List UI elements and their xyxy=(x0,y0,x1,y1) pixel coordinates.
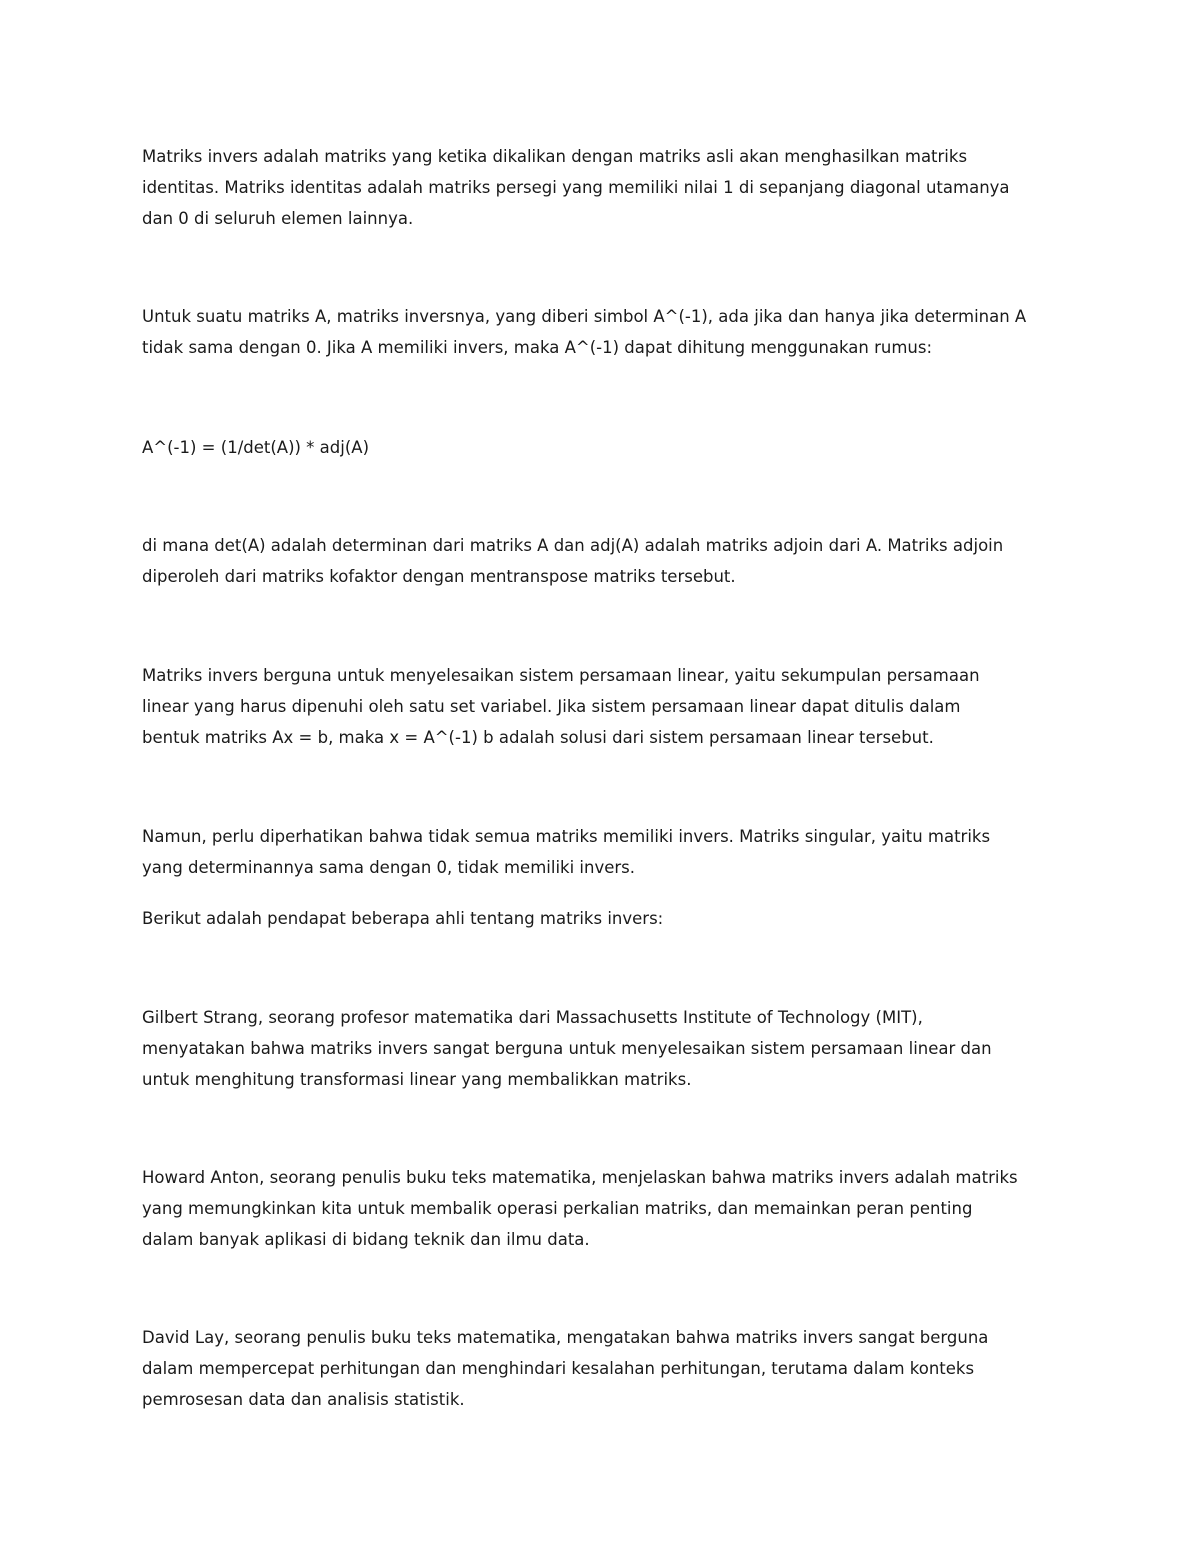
text-line: pemrosesan data dan analisis statistik. xyxy=(142,1390,465,1409)
paragraph-formula xyxy=(142,432,1072,463)
paragraph-singular xyxy=(142,821,1072,883)
text-line: Berikut adalah pendapat beberapa ahli tentang matriks invers: xyxy=(142,909,664,928)
text-line: Matriks invers adalah matriks yang ketika dikalikan dengan matriks asli akan menghasilkan matriks xyxy=(142,147,968,166)
paragraph-adjoint xyxy=(142,530,1072,592)
paragraph-definition xyxy=(142,141,1072,234)
text-line: di mana det(A) adalah determinan dari matriks A dan adj(A) adalah matriks adjoin dari A. Matriks adjoin xyxy=(142,536,1004,555)
text-line: Untuk suatu matriks A, matriks inversnya, yang diberi simbol A^(-1), ada jika dan hanya jika determinan A xyxy=(142,307,1027,326)
text-line: David Lay, seorang penulis buku teks matematika, mengatakan bahwa matriks invers sangat berguna xyxy=(142,1328,989,1347)
text-line: dalam mempercepat perhitungan dan menghindari kesalahan perhitungan, terutama dalam konteks xyxy=(142,1359,975,1378)
text-line: Howard Anton, seorang penulis buku teks matematika, menjelaskan bahwa matriks invers adalah matriks xyxy=(142,1168,1018,1187)
text-line: diperoleh dari matriks kofaktor dengan mentranspose matriks tersebut. xyxy=(142,567,736,586)
text-line: Gilbert Strang, seorang profesor matematika dari Massachusetts Institute of Technology (MIT), xyxy=(142,1008,923,1027)
paragraph-existence xyxy=(142,301,1072,363)
paragraph-experts-intro xyxy=(142,903,1072,934)
text-line: untuk menghitung transformasi linear yang membalikkan matriks. xyxy=(142,1070,692,1089)
text-line: Namun, perlu diperhatikan bahwa tidak semua matriks memiliki invers. Matriks singular, yaitu matriks xyxy=(142,827,991,846)
paragraph-gilbert-strang xyxy=(142,1002,1072,1095)
text-line: bentuk matriks Ax = b, maka x = A^(-1) b adalah solusi dari sistem persamaan linear tersebut. xyxy=(142,728,934,747)
formula-line: A^(-1) = (1/det(A)) * adj(A) xyxy=(142,438,370,457)
paragraph-david-lay xyxy=(142,1322,1072,1415)
text-line: dan 0 di seluruh elemen lainnya. xyxy=(142,209,414,228)
text-line: yang memungkinkan kita untuk membalik operasi perkalian matriks, dan memainkan peran penting xyxy=(142,1199,973,1218)
text-line: tidak sama dengan 0. Jika A memiliki invers, maka A^(-1) dapat dihitung menggunakan rumus: xyxy=(142,338,933,357)
text-line: identitas. Matriks identitas adalah matriks persegi yang memiliki nilai 1 di sepanjang diagonal utamanya xyxy=(142,178,1010,197)
text-line: dalam banyak aplikasi di bidang teknik dan ilmu data. xyxy=(142,1230,590,1249)
paragraph-howard-anton xyxy=(142,1162,1072,1255)
text-line: menyatakan bahwa matriks invers sangat berguna untuk menyelesaikan sistem persamaan linear dan xyxy=(142,1039,992,1058)
text-line: yang determinannya sama dengan 0, tidak memiliki invers. xyxy=(142,858,636,877)
text-line: Matriks invers berguna untuk menyelesaikan sistem persamaan linear, yaitu sekumpulan persamaan xyxy=(142,666,980,685)
text-line: linear yang harus dipenuhi oleh satu set variabel. Jika sistem persamaan linear dapat ditulis dalam xyxy=(142,697,961,716)
paragraph-linear-systems xyxy=(142,660,1072,753)
